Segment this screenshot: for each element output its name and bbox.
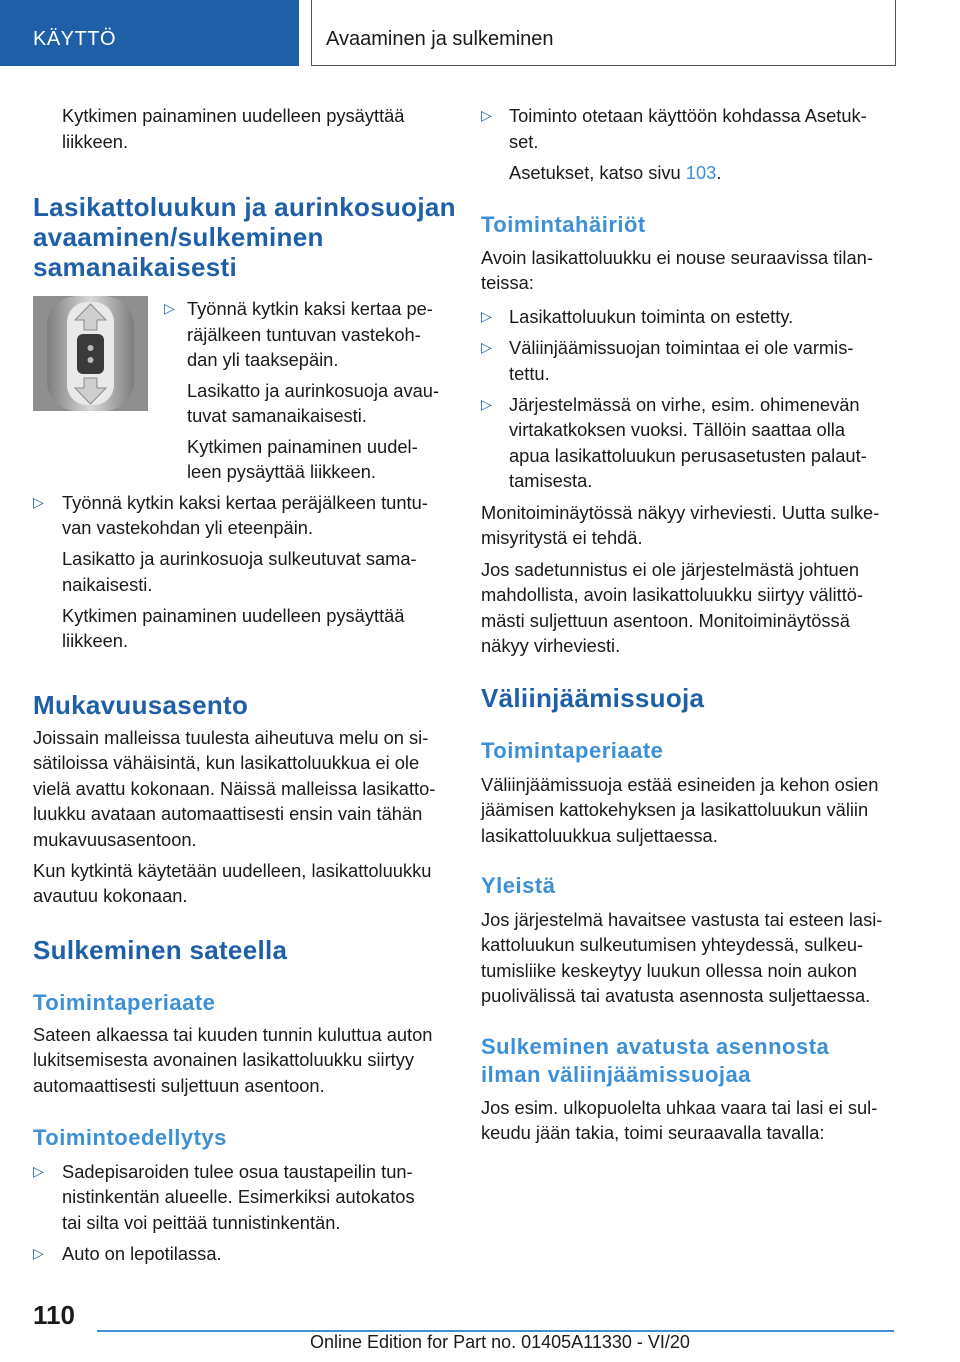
body-text: lukitsemisesta avonainen lasikattoluukku siirtyy <box>33 1049 415 1070</box>
bullet-text: tettu. <box>509 363 550 384</box>
body-text: Joissain malleissa tuulesta aiheutuva melu on si‐ <box>33 727 429 748</box>
triangle-bullet-icon: ▷ <box>33 1163 44 1179</box>
bullet-text: van vastekohdan yli eteenpäin. <box>62 517 314 538</box>
body-text: mukavuusasentoon. <box>33 829 197 850</box>
body-text: luukku avataan automaattisesti ensin vain tähän <box>33 803 423 824</box>
body-text: Jos järjestelmä havaitsee vastusta tai esteen lasi‐ <box>481 909 883 930</box>
section-tab <box>0 0 299 66</box>
bullet-text: leen pysäyttää liikkeen. <box>187 461 377 482</box>
body-text: mästi suljettuun asentoon. Monitoiminäytössä <box>481 610 850 631</box>
body-text: jäämisen kattokehyksen ja lasikattoluukun väliin <box>481 799 869 820</box>
bullet-text: Väliinjäämissuojan toimintaa ei ole varmis‐ <box>509 337 854 358</box>
body-text: keudu jään takia, toimi seuraavalla tavalla: <box>481 1122 825 1143</box>
heading-simultaneous: Lasikattoluukun ja aurinkosuojan <box>33 192 456 222</box>
body-text: sätiloissa vähäisintä, kun lasikattoluukkua ei ole <box>33 752 420 773</box>
heading-requirements: Toimintoedellytys <box>33 1125 227 1150</box>
settings-reference <box>509 160 721 186</box>
heading-general: Yleistä <box>481 873 556 898</box>
page-number: 110 <box>33 1300 75 1330</box>
heading-comfort: Mukavuusasento <box>33 690 249 720</box>
body-text: avautuu kokonaan. <box>33 885 188 906</box>
bullet-text: naikaisesti. <box>62 574 153 595</box>
intro-line: Kytkimen painaminen uudelleen pysäyttää <box>62 105 405 126</box>
triangle-bullet-icon: ▷ <box>481 396 492 412</box>
bullet-text: dan yli taaksepäin. <box>187 349 339 370</box>
body-text: lasikattoluukkua suljettaessa. <box>481 825 718 846</box>
body-text: Avoin lasikattoluukku ei nouse seuraavissa tilan‐ <box>481 247 873 268</box>
triangle-bullet-icon: ▷ <box>481 308 492 324</box>
triangle-bullet-icon: ▷ <box>33 494 44 510</box>
bullet-text: liikkeen. <box>62 630 129 651</box>
bullet-text: Työnnä kytkin kaksi kertaa pe‐ <box>187 298 433 319</box>
heading-simultaneous: samanaikaisesti <box>33 252 237 282</box>
body-text: näkyy virheviesti. <box>481 635 621 656</box>
bullet-text: Lasikattoluukun toiminta on estetty. <box>509 306 794 327</box>
body-text: mahdollista, avoin lasikattoluukku siirtyy välittö‐ <box>481 584 864 605</box>
body-text: teissa: <box>481 272 534 293</box>
bullet-text: nistinkentän alueelle. Esimerkiksi autokatos <box>62 1186 415 1207</box>
bullet-text: Lasikatto ja aurinkosuoja avau‐ <box>187 380 440 401</box>
triangle-bullet-icon: ▷ <box>164 300 175 316</box>
body-text: Jos esim. ulkopuolelta uhkaa vaara tai lasi ei sul‐ <box>481 1097 878 1118</box>
body-text: Jos sadetunnistus ei ole järjestelmästä johtuen <box>481 559 860 580</box>
body-text: Sateen alkaessa tai kuuden tunnin kuluttua auton <box>33 1024 433 1045</box>
body-text: tumisliike keskeytyy luukun ollessa noin aukon <box>481 960 857 981</box>
triangle-bullet-icon: ▷ <box>481 339 492 355</box>
roof-switch-image <box>33 296 148 411</box>
heading-rain: Sulkeminen sateella <box>33 935 288 965</box>
intro-line: liikkeen. <box>62 131 129 152</box>
page-link[interactable]: 103 <box>685 162 717 183</box>
triangle-bullet-icon: ▷ <box>33 1245 44 1261</box>
body-text: Kun kytkintä käytetään uudelleen, lasikattoluukku <box>33 860 432 881</box>
heading-pinch-principle: Toimintaperiaate <box>481 738 664 763</box>
heading-simultaneous: avaaminen/sulkeminen <box>33 222 324 252</box>
bullet-text: set. <box>509 131 539 152</box>
bullet-text: virtakatkoksen vuoksi. Tällöin saattaa olla <box>509 419 846 440</box>
body-text: kattoluukun sulkeutumisen yhteydessä, sulkeu‐ <box>481 934 864 955</box>
heading-close-without-protection: ilman väliinjäämissuojaa <box>481 1062 752 1087</box>
bullet-text: Järjestelmässä on virhe, esim. ohimenevän <box>509 394 860 415</box>
bullet-text: Lasikatto ja aurinkosuoja sulkeutuvat sama‐ <box>62 548 417 569</box>
bullet-text: apua lasikattoluukun perusasetusten palaut‐ <box>509 445 867 466</box>
heading-faults: Toimintahäiriöt <box>481 212 646 237</box>
heading-close-without-protection: Sulkeminen avatusta asennosta <box>481 1034 830 1059</box>
bullet-text: Kytkimen painaminen uudel‐ <box>187 436 418 457</box>
bullet-text: tamisesta. <box>509 470 593 491</box>
ref-text: . <box>716 162 722 183</box>
bullet-text: Auto on lepotilassa. <box>62 1243 222 1264</box>
bullet-text: Kytkimen painaminen uudelleen pysäyttää <box>62 605 405 626</box>
body-text: Monitoiminäytössä näkyy virheviesti. Uutta sulke‐ <box>481 502 880 523</box>
body-text: misyritystä ei tehdä. <box>481 527 643 548</box>
heading-rain-principle: Toimintaperiaate <box>33 990 216 1015</box>
triangle-bullet-icon: ▷ <box>481 107 492 123</box>
bullet-text: tai silta voi peittää tunnistinkentän. <box>62 1212 341 1233</box>
bullet-text: tuvat samanaikaisesti. <box>187 405 367 426</box>
page-header <box>311 0 896 66</box>
body-text: vielä avattu kokonaan. Näissä malleissa lasikatto‐ <box>33 778 436 799</box>
section-label: KÄYTTÖ <box>33 28 117 50</box>
bullet-text: Toiminto otetaan käyttöön kohdassa Asetuk‐ <box>509 105 867 126</box>
body-text: automaattisesti suljettuun asentoon. <box>33 1075 325 1096</box>
bullet-text: räjälkeen tuntuvan vastekoh‐ <box>187 324 421 345</box>
page-title: Avaaminen ja sulkeminen <box>326 28 554 50</box>
body-text: Väliinjäämissuoja estää esineiden ja kehon osien <box>481 774 879 795</box>
body-text: puolivälissä tai avatusta asennosta suljettaessa. <box>481 985 871 1006</box>
ref-text: Asetukset, katso sivu <box>509 162 686 183</box>
heading-pinch-protection: Väliinjäämissuoja <box>481 683 705 713</box>
edition-text: Online Edition for Part no. 01405A11330 - VI/20 <box>310 1332 690 1352</box>
bullet-text: Sadepisaroiden tulee osua taustapeilin tun‐ <box>62 1161 413 1182</box>
bullet-text: Työnnä kytkin kaksi kertaa peräjälkeen tuntu‐ <box>62 492 428 513</box>
